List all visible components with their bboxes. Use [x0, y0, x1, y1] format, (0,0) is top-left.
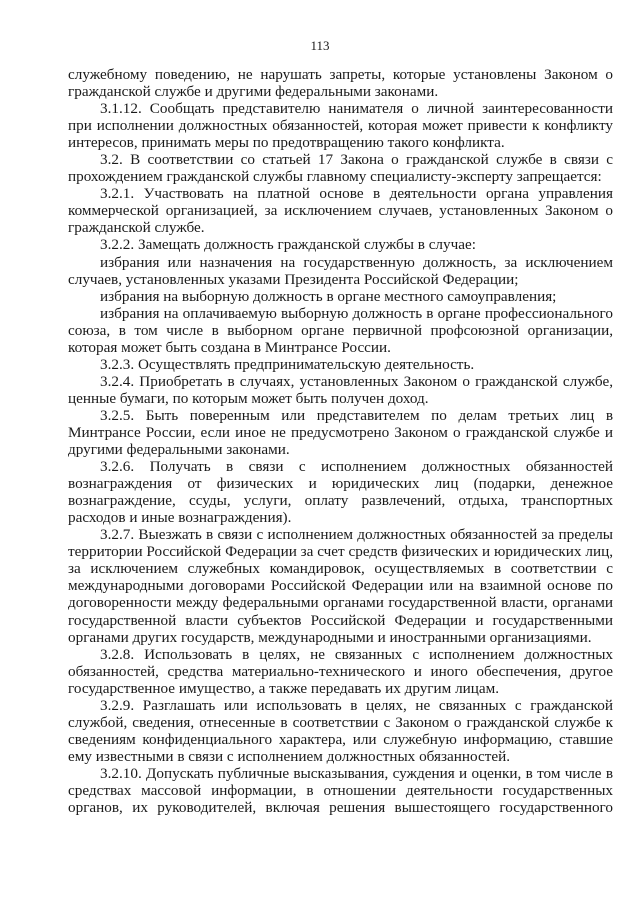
paragraph-3-2-1: 3.2.1. Участвовать на платной основе в деятельности органа управления коммерческой организацией, за исключением случаев, установленных Законом о гражданской службе. — [68, 185, 613, 237]
page-number: 113 — [310, 38, 330, 53]
paragraph-3-2-5: 3.2.5. Быть поверенным или представителем по делам третьих лиц в Минтрансе России, если иное не предусмотрено Законом о гражданской службе и другими федеральными законами. — [68, 406, 613, 459]
paragraph-3-2-4: 3.2.4. Приобретать в случаях, установленных Законом о гражданской службе, ценные бумаги, по которым может быть получен доход. — [68, 372, 613, 407]
paragraph-3-2-8: 3.2.8. Использовать в целях, не связанных с исполнением должностных обязанностей, средства материально-технического и иного обеспечения, другое государственное имущество, а также передавать их другим лицам. — [68, 645, 613, 697]
paragraph-3-2-6: 3.2.6. Получать в связи с исполнением должностных обязанностей вознаграждения от физических и юридических лиц (подарки, денежное вознаграждение, ссуды, услуги, оплату развлечений, отдыха, транспортных расходов и иные вознаграждения). — [68, 458, 613, 527]
paragraph-3-2-2-item-2: избрания на выборную должность в органе местного самоуправления; — [100, 287, 557, 305]
paragraph-3-2-2-item-3: избрания на оплачиваемую выборную должность в органе профессионального союза, в том числе в выборном органе первичной профсоюзной организации, которая может быть создана в Минтрансе России. — [68, 304, 613, 356]
paragraph-3-2-3: 3.2.3. Осуществлять предпринимательскую деятельность. — [100, 355, 475, 373]
page-bottom-mask — [0, 838, 640, 905]
paragraph-3-2-2: 3.2.2. Замещать должность гражданской службы в случае: — [100, 236, 476, 254]
paragraph-3-2-7: 3.2.7. Выезжать в связи с исполнением должностных обязанностей за пределы территории Российской Федерации за счет средств физических и юридических лиц, за исключением служебных командировок, осуществляемых в соответствии с международными договорами Российской Федерации или на взаимной основе по договоренности между федеральными органами государственной власти, органами государственной власти субъектов Российской Федерации и государственными органами других государств, международными и иностранными организациями. — [68, 526, 613, 646]
paragraph-3-2-10: 3.2.10. Допускать публичные высказывания, суждения и оценки, в том числе в средствах массовой информации, в отношении деятельности государственных органов, их руководителей, включая решения вышестоящего государственного — [68, 764, 613, 817]
paragraph-3-2-9: 3.2.9. Разглашать или использовать в целях, не связанных с гражданской службой, сведения, отнесенные в соответствии с Законом о гражданской службе к сведениям конфиденциального характера, или служебную информацию, ставшие ему известными в связи с исполнением должностных обязанностей. — [68, 696, 613, 765]
paragraph-3-2-2-item-1: избрания или назначения на государственную должность, за исключением случаев, установленных указами Президента Российской Федерации; — [68, 253, 613, 288]
document-body — [68, 66, 613, 816]
paragraph-continuation: служебному поведению, не нарушать запреты, которые установлены Законом о гражданской службе и другими федеральными законами. — [68, 66, 613, 101]
paragraph-3-2: 3.2. В соответствии со статьей 17 Закона о гражданской службе в связи с прохождением гражданской службы главному специалисту-эксперту запрещается: — [68, 151, 613, 186]
paragraph-3-1-12: 3.1.12. Сообщать представителю нанимателя о личной заинтересованности при исполнении должностных обязанностей, которая может привести к конфликту интересов, принимать меры по предотвращению такого конфликта. — [68, 100, 613, 152]
